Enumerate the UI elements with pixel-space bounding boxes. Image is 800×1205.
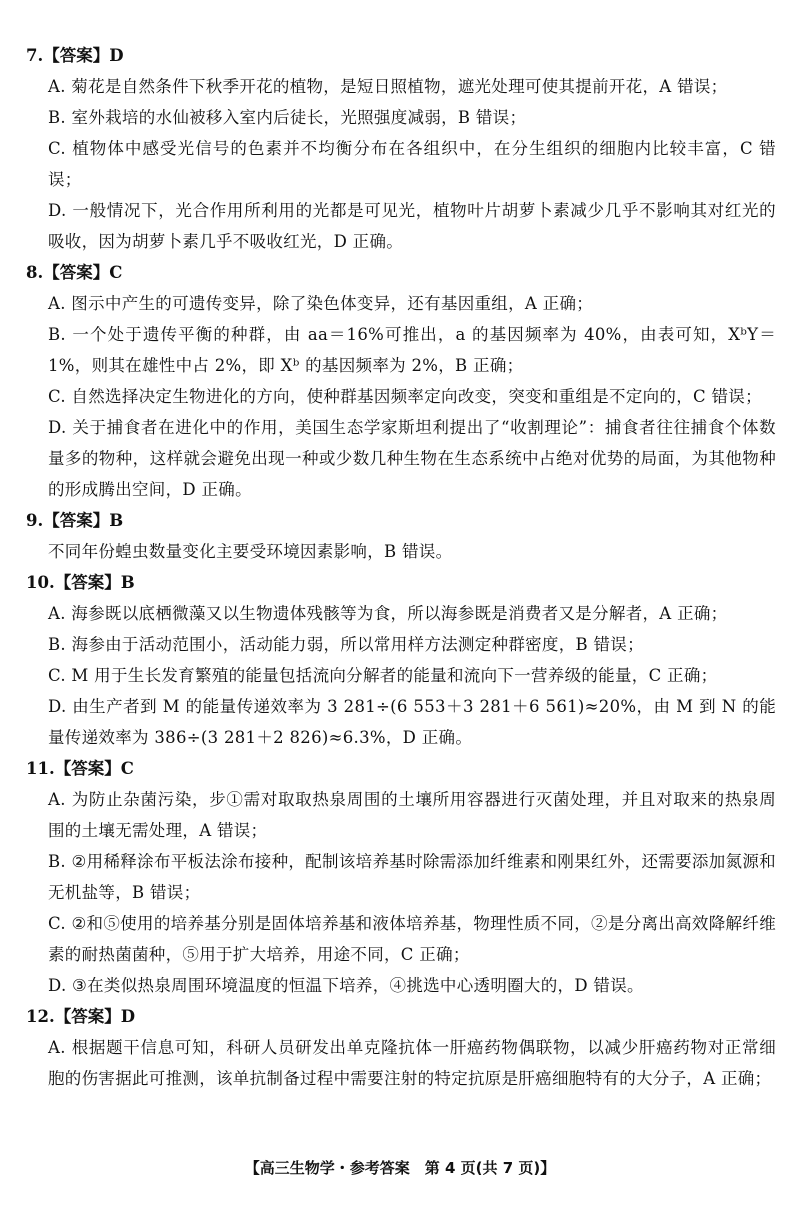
answer-letter: C	[120, 759, 134, 778]
question-block	[26, 753, 776, 1001]
question-number: 11.	[26, 759, 55, 778]
answer-letter: C	[109, 263, 123, 282]
answer-tag: 【答案】	[54, 759, 121, 778]
question-number: 12.	[26, 1007, 55, 1026]
question-block	[26, 505, 776, 567]
explanation-paragraph: A. 根据题干信息可知，科研人员研发出单克隆抗体一肝癌药物偶联物，以减少肝癌药物对正常细胞的伤害据此可推测，该单抗制备过程中需要注射的特定抗原是肝癌细胞特有的大分子，A 正确；	[48, 1038, 776, 1088]
question-number: 8.	[26, 263, 44, 282]
question-number: 10.	[26, 573, 55, 592]
question-heading	[26, 505, 776, 536]
explanation-paragraph: C. M 用于生长发育繁殖的能量包括流向分解者的能量和流向下一营养级的能量，C 正确；	[48, 666, 718, 685]
answer-letter: D	[120, 1007, 136, 1026]
answer-tag: 【答案】	[43, 263, 110, 282]
page-footer: 【高三生物学・参考答案 第 4 页(共 7 页)】	[244, 1159, 556, 1177]
question-block	[26, 257, 776, 505]
explanation-paragraph: B. 一个处于遗传平衡的种群，由 aa＝16%可推出，a 的基因频率为 40%，由表可知，XᵇY＝1%，则其在雄性中占 2%，即 Xᵇ 的基因频率为 2%，B 正确；	[48, 325, 776, 375]
explanation-paragraph: B. 室外栽培的水仙被移入室内后徒长，光照强度减弱，B 错误；	[48, 108, 527, 127]
answer-tag: 【答案】	[54, 1007, 121, 1026]
explanation-paragraph: 不同年份蝗虫数量变化主要受环境因素影响，B 错误。	[48, 542, 453, 561]
answer-letter: B	[109, 511, 124, 530]
question-heading	[26, 40, 776, 71]
answer-tag: 【答案】	[43, 511, 110, 530]
question-heading	[26, 567, 776, 598]
question-block	[26, 567, 776, 753]
answer-letter: D	[109, 46, 124, 65]
question-heading	[26, 1001, 776, 1032]
explanation-paragraph: C. 自然选择决定生物进化的方向，使种群基因频率定向改变，突变和重组是不定向的，C 错误；	[48, 387, 762, 406]
explanation-paragraph: D. 关于捕食者在进化中的作用，美国生态学家斯坦利提出了“收割理论”：捕食者往往捕食个体数量多的物种，这样就会避免出现一种或少数几种生物在生态系统中占绝对优势的局面，为其他物种的形成腾出空间，D 正确。	[48, 418, 776, 499]
explanation-paragraph: A. 海参既以底栖微藻又以生物遗体残骸等为食，所以海参既是消费者又是分解者，A 正确；	[48, 604, 728, 623]
answer-letter: B	[120, 573, 135, 592]
explanation-paragraph: A. 菊花是自然条件下秋季开花的植物，是短日照植物，遮光处理可使其提前开花，A 错误；	[48, 77, 728, 96]
question-number: 7.	[26, 46, 44, 65]
question-block	[26, 1001, 776, 1094]
explanation-paragraph: D. ③在类似热泉周围环境温度的恒温下培养，④挑选中心透明圈大的，D 错误。	[48, 976, 644, 995]
explanation-paragraph: B. 海参由于活动范围小，活动能力弱，所以常用样方法测定种群密度，B 错误；	[48, 635, 644, 654]
explanation-paragraph: D. 一般情况下，光合作用所利用的光都是可见光，植物叶片胡萝卜素减少几乎不影响其对红光的吸收，因为胡萝卜素几乎不吸收红光，D 正确。	[48, 201, 776, 251]
explanation-paragraph: D. 由生产者到 M 的能量传递效率为 3 281÷(6 553＋3 281＋6 561)≈20%，由 M 到 N 的能量传递效率为 386÷(3 281＋2 826)≈6.3%，D 正确。	[48, 697, 776, 747]
explanation-paragraph: A. 为防止杂菌污染，步①需对取取热泉周围的土壤所用容器进行灭菌处理，并且对取来的热泉周围的土壤无需处理，A 错误；	[48, 790, 776, 840]
answer-tag: 【答案】	[43, 46, 110, 65]
question-heading	[26, 257, 776, 288]
explanation-paragraph: B. ②用稀释涂布平板法涂布接种，配制该培养基时除需添加纤维素和刚果红外，还需要添加氮源和无机盐等，B 错误；	[48, 852, 776, 902]
question-block	[26, 40, 776, 257]
explanation-paragraph: C. ②和⑤使用的培养基分别是固体培养基和液体培养基，物理性质不同，②是分离出高效降解纤维素的耐热菌菌种，⑤用于扩大培养，用途不同，C 正确；	[48, 914, 776, 964]
answer-tag: 【答案】	[54, 573, 121, 592]
explanation-paragraph: C. 植物体中感受光信号的色素并不均衡分布在各组织中，在分生组织的细胞内比较丰富，C 错误；	[48, 139, 776, 189]
answer-content	[26, 40, 776, 1094]
question-number: 9.	[26, 511, 44, 530]
question-heading	[26, 753, 776, 784]
explanation-paragraph: A. 图示中产生的可遗传变异，除了染色体变异，还有基因重组，A 正确；	[48, 294, 594, 313]
